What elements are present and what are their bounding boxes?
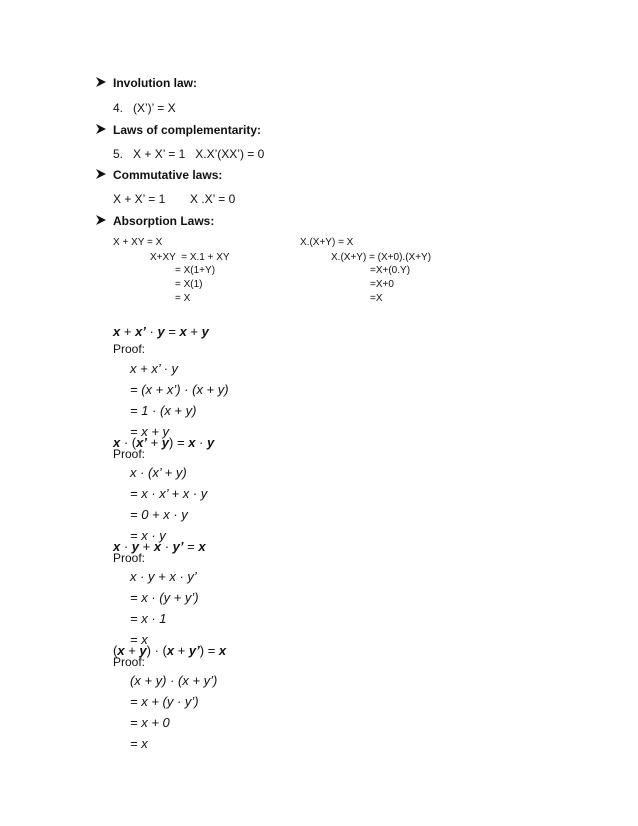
proof-step: x · (x’ + y) xyxy=(130,465,187,480)
arrow-bullet-icon xyxy=(95,214,107,226)
section-heading-absorption: Absorption Laws: xyxy=(113,214,215,228)
commutative-law-a: X + X’ = 1 xyxy=(113,192,166,206)
involution-law-line: 4. (X’)’ = X xyxy=(113,101,176,115)
theorem-4: (x + y) · (x + y’) = x xyxy=(113,643,227,658)
theorem-2: x · (x’ + y) = x · y xyxy=(113,435,215,450)
commutative-law-b: X .X’ = 0 xyxy=(190,192,236,206)
proof-label: Proof: xyxy=(113,551,146,565)
proof-step: x + x’ · y xyxy=(130,361,179,376)
section-heading-commutative: Commutative laws: xyxy=(113,168,223,182)
arrow-bullet-icon xyxy=(95,168,107,180)
absorption-left-line: = X(1) xyxy=(175,279,203,290)
proof-step: = x · x’ + x · y xyxy=(130,486,208,501)
arrow-bullet-icon xyxy=(95,76,107,88)
arrow-bullet-icon xyxy=(95,123,107,135)
absorption-left-line: X + XY = X xyxy=(113,237,163,248)
proof-step: = x + y xyxy=(130,424,170,439)
proof-step: = x xyxy=(130,736,148,751)
absorption-right-line: X.(X+Y) = X xyxy=(300,237,354,248)
theorem-1: x + x’ · y = x + y xyxy=(113,324,209,339)
absorption-left-line: = X(1+Y) xyxy=(175,265,216,276)
proof-label: Proof: xyxy=(113,447,146,461)
proof-step: = x + 0 xyxy=(130,715,170,730)
proof-step: = x · 1 xyxy=(130,611,167,626)
absorption-right-line: =X xyxy=(370,293,383,304)
section-heading-involution: Involution law: xyxy=(113,76,197,90)
proof-step: = (x + x’) · (x + y) xyxy=(130,382,229,397)
absorption-right-line: X.(X+Y) = (X+0).(X+Y) xyxy=(331,252,432,263)
proof-step: x · y + x · y’ xyxy=(130,569,197,584)
proof-label: Proof: xyxy=(113,655,146,669)
absorption-left-line: = X xyxy=(175,293,191,304)
proof-step: = 1 · (x + y) xyxy=(130,403,197,418)
absorption-right-line: =X+(0.Y) xyxy=(370,265,411,276)
proof-step: = x + (y · y’) xyxy=(130,694,199,709)
proof-step: = x · y xyxy=(130,528,166,543)
proof-step: = x xyxy=(130,632,148,647)
proof-step: = x · (y + y’) xyxy=(130,590,199,605)
absorption-left-line: X+XY = X.1 + XY xyxy=(150,252,230,263)
theorem-3: x · y + x · y’ = x xyxy=(113,539,206,554)
proof-label: Proof: xyxy=(113,342,146,356)
absorption-right-line: =X+0 xyxy=(370,279,394,290)
proof-step: = 0 + x · y xyxy=(130,507,188,522)
complementarity-law-line: 5. X + X’ = 1 X.X’(XX’) = 0 xyxy=(113,147,265,161)
section-heading-complementarity: Laws of complementarity: xyxy=(113,123,262,137)
proof-step: (x + y) · (x + y’) xyxy=(130,673,218,688)
